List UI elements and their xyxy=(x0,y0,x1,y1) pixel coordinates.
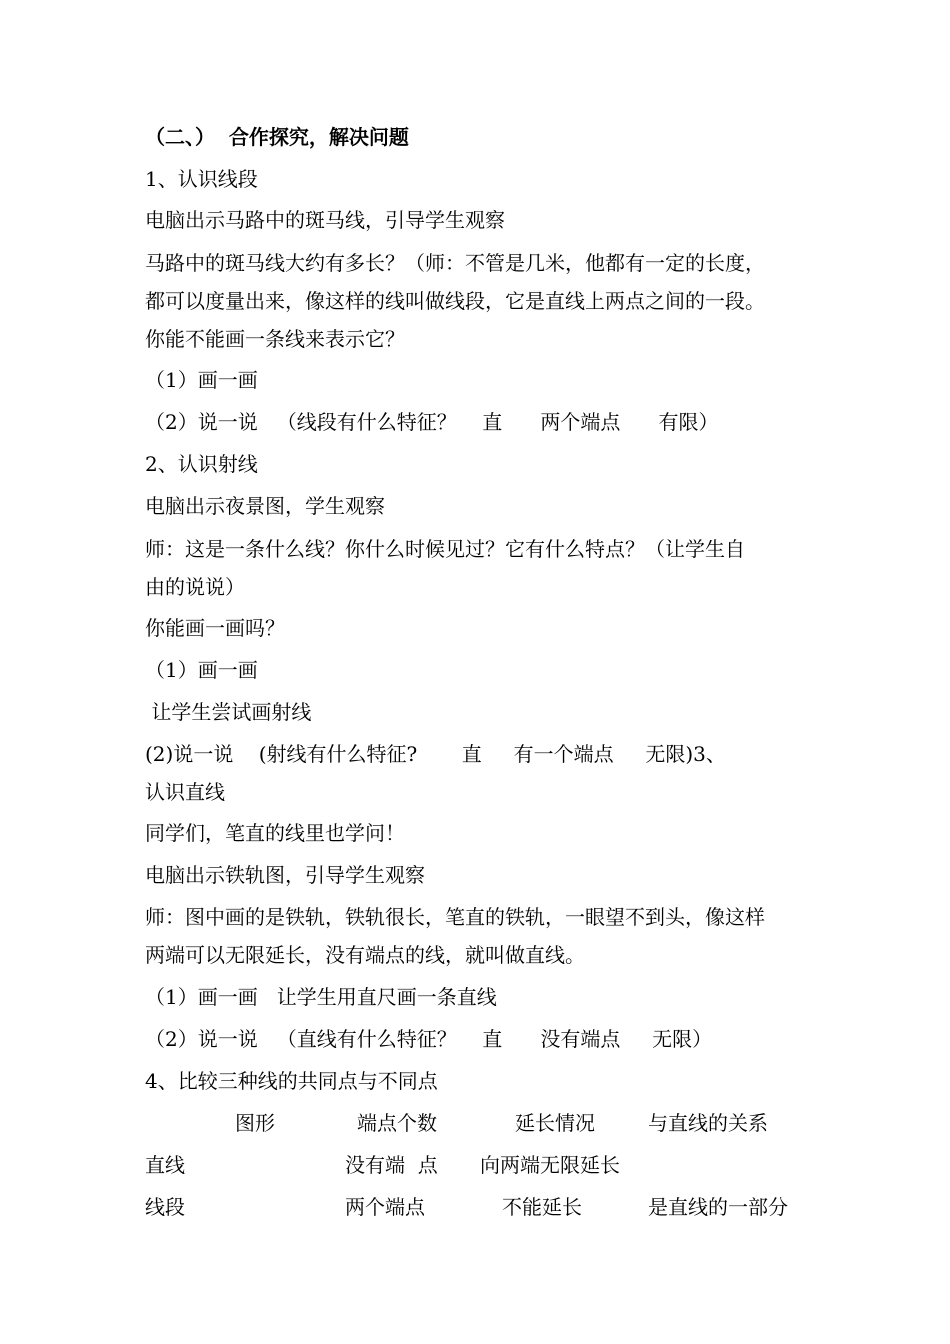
table-header-relation: 与直线的关系 xyxy=(648,1111,768,1135)
table-row-2-extension: 不能延长 xyxy=(502,1195,582,1219)
part3-step-1: （1）画一画 让学生用直尺画一条直线 xyxy=(145,985,497,1009)
part3-step-2: （2）说一说 （直线有什么特征？ 直 没有端点 无限） xyxy=(145,1027,713,1051)
part1-paragraph-line-2: 都可以度量出来，像这样的线叫做线段，它是直线上两点之间的一段。 xyxy=(145,289,765,313)
part2-intro: 电脑出示夜景图，学生观察 xyxy=(145,494,385,518)
table-row-1-endpoints: 没有端 点 xyxy=(345,1153,438,1177)
part3-paragraph-line-1: 师：图中画的是铁轨，铁轨很长，笔直的铁轨，一眼望不到头，像这样 xyxy=(145,905,765,929)
table-header-extension: 延长情况 xyxy=(515,1111,595,1135)
table-row-1-shape: 直线 xyxy=(145,1153,185,1177)
table-header-endpoints: 端点个数 xyxy=(357,1111,437,1135)
part3-intro-2: 电脑出示铁轨图，引导学生观察 xyxy=(145,863,425,887)
section-heading: （二、） 合作探究，解决问题 xyxy=(145,125,409,149)
part2-step-1-detail: 让学生尝试画射线 xyxy=(145,700,312,724)
part3-paragraph-line-2: 两端可以无限延长，没有端点的线，就叫做直线。 xyxy=(145,943,585,967)
part2-step-2: (2)说一说 (射线有什么特征? 直 有一个端点 无限)3、 xyxy=(145,742,726,766)
part2-title: 2、认识射线 xyxy=(145,452,258,476)
table-header-shape: 图形 xyxy=(235,1111,275,1135)
part3-title: 认识直线 xyxy=(145,780,225,804)
part2-paragraph-line-2: 由的说说） xyxy=(145,575,245,599)
part2-question: 你能画一画吗？ xyxy=(145,616,285,640)
part1-title: 1、认识线段 xyxy=(145,167,258,191)
table-row-2-shape: 线段 xyxy=(145,1195,185,1219)
part4-title: 4、比较三种线的共同点与不同点 xyxy=(145,1069,438,1093)
part1-step-2: （2）说一说 （线段有什么特征？ 直 两个端点 有限） xyxy=(145,410,719,434)
part1-intro: 电脑出示马路中的斑马线，引导学生观察 xyxy=(145,208,505,232)
part2-step-1: （1）画一画 xyxy=(145,658,258,682)
part1-step-1: （1）画一画 xyxy=(145,368,258,392)
part1-paragraph-line-1: 马路中的斑马线大约有多长？（师：不管是几米，他都有一定的长度， xyxy=(145,251,765,275)
table-row-2-endpoints: 两个端点 xyxy=(345,1195,425,1219)
part3-intro-1: 同学们，笔直的线里也学问！ xyxy=(145,821,405,845)
part2-paragraph-line-1: 师：这是一条什么线？你什么时候见过？它有什么特点？（让学生自 xyxy=(145,537,745,561)
table-row-1-extension: 向两端无限延长 xyxy=(480,1153,620,1177)
table-row-2-relation: 是直线的一部分 xyxy=(648,1195,788,1219)
part1-paragraph-line-3: 你能不能画一条线来表示它？ xyxy=(145,327,405,351)
